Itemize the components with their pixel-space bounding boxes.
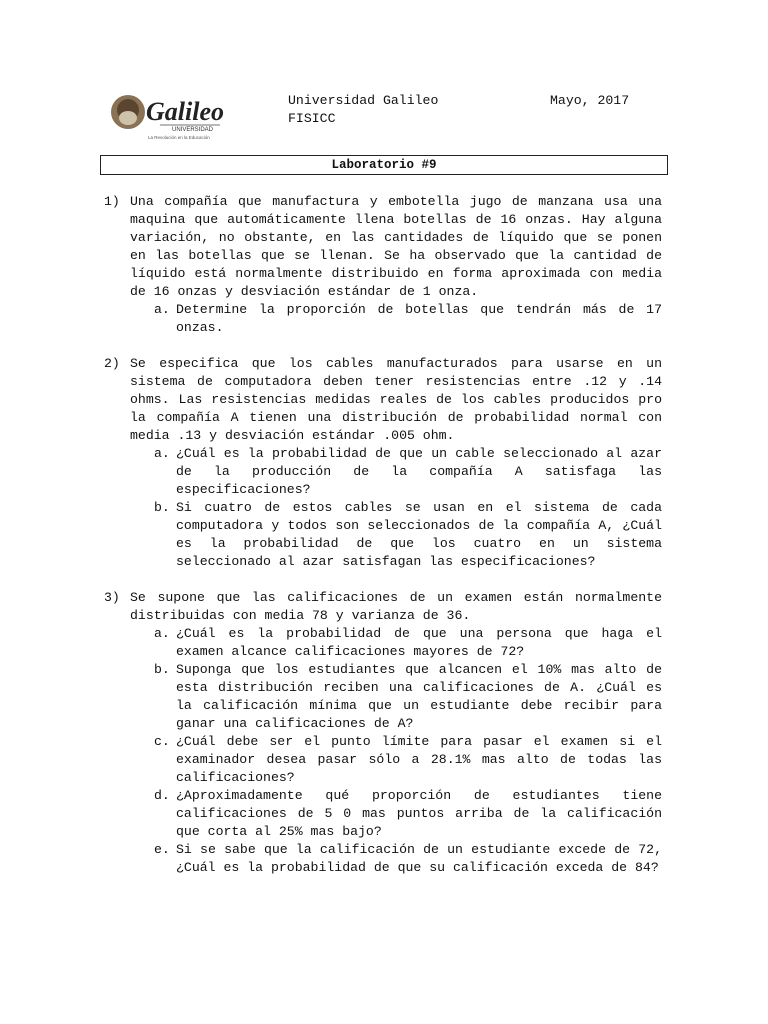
logo-tagline: La Revolución en la Educación <box>148 135 210 140</box>
problem-number: 1) <box>104 194 120 209</box>
logo-wordmark: Galileo <box>146 97 224 126</box>
sub-question <box>130 787 662 841</box>
sub-question-letter: e. <box>154 842 170 857</box>
sub-question-letter: a. <box>154 302 170 317</box>
sub-question <box>130 301 662 337</box>
problem-statement: Se especifica que los cables manufacturados para usarse en un sistema de computadora deben tener resistencias entre .12 y .14 ohms. Las resistencias medidas reales de los cables producidos pro la compañía A tienen una distribución de probabilidad normal con media .13 y desviación estándar .005 ohm. <box>130 356 662 443</box>
problem-3 <box>104 589 662 877</box>
sub-question <box>130 625 662 661</box>
problem-list <box>104 193 662 895</box>
sub-question <box>130 841 662 877</box>
university-name: Universidad Galileo <box>288 93 439 108</box>
sub-question <box>130 445 662 499</box>
document-header <box>108 88 668 144</box>
sub-question-letter: b. <box>154 662 170 677</box>
galileo-logo <box>108 88 228 144</box>
sub-question-letter: d. <box>154 788 170 803</box>
sub-question-text: Si cuatro de estos cables se usan en el sistema de cada computadora y todos son seleccionados de la compañía A, ¿Cuál es la probabilidad de que los cuatro en un sistema seleccionado al azar satisfagan las especificaciones? <box>176 500 662 569</box>
lab-title: Laboratorio #9 <box>331 158 437 172</box>
sub-question-letter: a. <box>154 446 170 461</box>
sub-question-letter: a. <box>154 626 170 641</box>
sub-question-letter: c. <box>154 734 170 749</box>
problem-statement: Una compañía que manufactura y embotella jugo de manzana usa una maquina que automáticamente llena botellas de 16 onzas. Hay alguna variación, no obstante, en las cantidades de líquido que se ponen en las botellas que se llenan. Se ha observado que la cantidad de líquido está normalmente distribuido en forma aproximada con media de 16 onzas y desviación estándar de 1 onza. <box>130 194 662 299</box>
problem-2 <box>104 355 662 571</box>
sub-question-letter: b. <box>154 500 170 515</box>
problem-number: 3) <box>104 590 120 605</box>
sub-question <box>130 661 662 733</box>
logo-subtitle: UNIVERSIDAD <box>172 127 214 133</box>
sub-question-text: ¿Cuál es la probabilidad de que un cable seleccionado al azar de la producción de la compañía A satisfaga las especificaciones? <box>176 446 662 497</box>
university-block <box>288 92 438 128</box>
problem-1 <box>104 193 662 337</box>
sub-question-text: Suponga que los estudiantes que alcancen el 10% mas alto de esta distribución reciben una calificaciones de A. ¿Cuál es la calificación mínima que un estudiante debe recibir para ganar una calificaciones de A? <box>176 662 662 731</box>
sub-question-text: Determine la proporción de botellas que tendrán más de 17 onzas. <box>176 302 662 335</box>
sub-question-text: ¿Cuál debe ser el punto límite para pasar el examen si el examinador desea pasar sólo a 28.1% mas alto de todas las calificaciones? <box>176 734 662 785</box>
faculty-name: FISICC <box>288 111 336 126</box>
sub-question-text: ¿Cuál es la probabilidad de que una persona que haga el examen alcance calificaciones mayores de 72? <box>176 626 662 659</box>
sub-question <box>130 733 662 787</box>
sub-question <box>130 499 662 571</box>
lab-title-box <box>100 155 668 175</box>
sub-question-text: Si se sabe que la calificación de un estudiante excede de 72, ¿Cuál es la probabilidad de que su calificación exceda de 84? <box>176 842 662 875</box>
sub-question-text: ¿Aproximadamente qué proporción de estudiantes tiene calificaciones de 5 0 mas puntos arriba de la calificación que corta al 25% mas bajo? <box>176 788 662 839</box>
problem-statement: Se supone que las calificaciones de un examen están normalmente distribuidas con media 78 y varianza de 36. <box>130 590 662 623</box>
problem-number: 2) <box>104 356 120 371</box>
document-date: Mayo, 2017 <box>550 93 630 108</box>
